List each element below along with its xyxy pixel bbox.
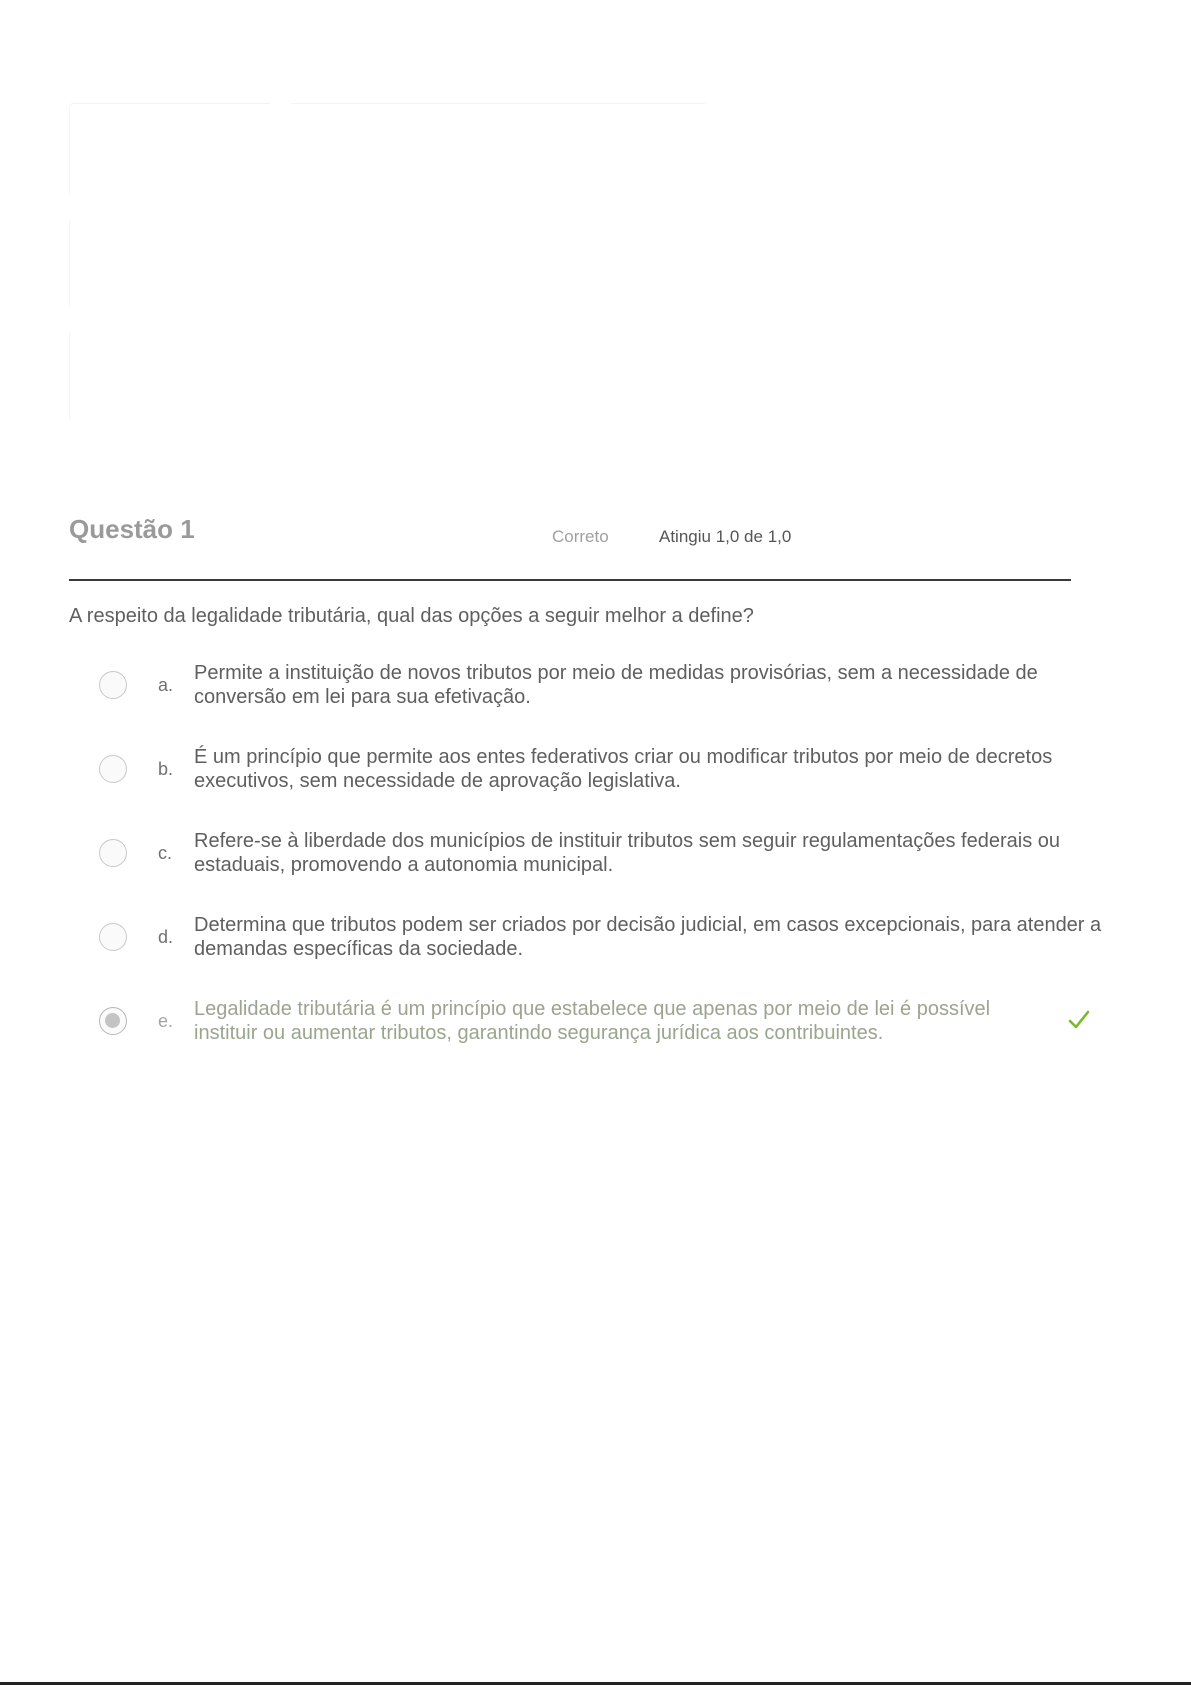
option-letter: c. (158, 843, 173, 863)
question-grade: Atingiu 1,0 de 1,0 (659, 527, 792, 546)
option-text: É um princípio que permite aos entes federativos criar ou modificar tributos por meio de decretos executivos, sem necessidade de aprovação legislativa. (194, 746, 1053, 792)
question-divider (69, 579, 1071, 581)
radio-button[interactable] (99, 923, 127, 951)
answer-option-a[interactable] (0, 661, 1191, 721)
placeholder-box (69, 103, 270, 194)
option-letter: d. (158, 927, 174, 947)
answer-option-d[interactable] (0, 913, 1191, 973)
question-title: Questão 1 (69, 514, 195, 544)
placeholder-line (69, 332, 71, 420)
option-text: Permite a instituição de novos tributos por meio de medidas provisórias, sem a necessidade de conversão em lei para sua efetivação. (194, 662, 1038, 708)
placeholder-line (69, 220, 71, 306)
answer-option-c[interactable] (0, 829, 1191, 889)
radio-button[interactable] (99, 755, 127, 783)
question-state: Correto (552, 527, 609, 546)
answer-option-b[interactable] (0, 745, 1191, 805)
placeholder-line (291, 103, 705, 105)
radio-button[interactable] (99, 839, 127, 867)
option-text: Legalidade tributária é um princípio que estabelece que apenas por meio de lei é possível instituir ou aumentar tributos, garantindo segurança jurídica aos contribuintes. (194, 998, 991, 1044)
answer-option-e[interactable] (0, 997, 1191, 1057)
option-letter: b. (158, 759, 174, 779)
question-text: A respeito da legalidade tributária, qual das opções a seguir melhor a define? (69, 605, 754, 627)
option-text: Determina que tributos podem ser criados por decisão judicial, em casos excepcionais, para atender a demandas específicas da sociedade. (194, 914, 1102, 960)
option-letter: e. (158, 1011, 174, 1031)
option-text: Refere-se à liberdade dos municípios de instituir tributos sem seguir regulamentações federais ou estaduais, promovendo a autonomia municipal. (194, 830, 1061, 876)
option-letter: a. (158, 675, 174, 695)
radio-button-checked[interactable] (99, 1007, 127, 1035)
checkmark-icon (1066, 1007, 1092, 1033)
radio-button[interactable] (99, 671, 127, 699)
